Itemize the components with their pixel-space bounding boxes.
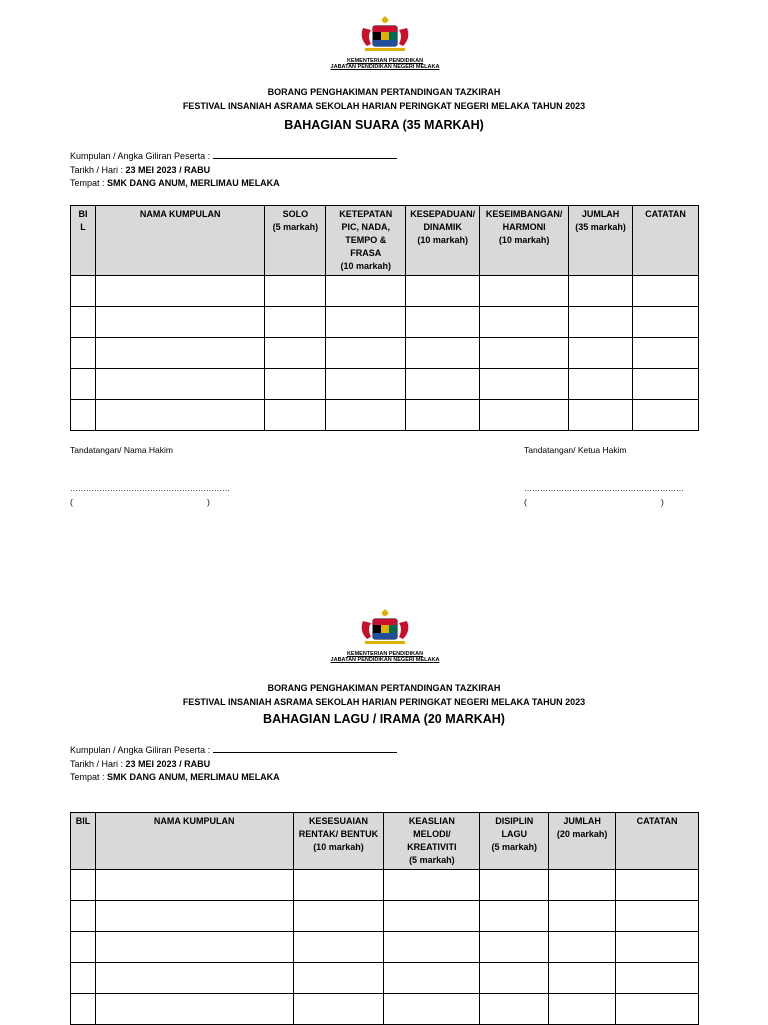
score-cell[interactable]: [569, 307, 633, 338]
score-cell[interactable]: [480, 932, 549, 963]
score-cell[interactable]: [384, 901, 480, 932]
score-cell[interactable]: [71, 338, 96, 369]
group-label: Kumpulan / Angka Giliran Peserta :: [70, 745, 211, 755]
form-meta: [70, 744, 397, 785]
score-cell[interactable]: [549, 994, 616, 1025]
ministry-line-1: KEMENTERIAN PENDIDIKAN: [346, 651, 424, 657]
place-value: SMK DANG ANUM, MERLIMAU MELAKA: [107, 178, 280, 188]
form-title-2: FESTIVAL INSANIAH ASRAMA SEKOLAH HARIAN PERINGKAT NEGERI MELAKA TAHUN 2023: [182, 101, 586, 111]
score-cell[interactable]: [633, 400, 699, 431]
score-cell[interactable]: [326, 400, 406, 431]
column-header: DISIPLIN LAGU (5 markah): [480, 813, 549, 870]
score-cell[interactable]: [71, 276, 96, 307]
form-meta: [70, 150, 397, 191]
column-header: JUMLAH (35 markah): [569, 206, 633, 276]
score-cell[interactable]: [406, 338, 480, 369]
score-cell[interactable]: [616, 901, 699, 932]
column-header: BIL: [71, 813, 96, 870]
score-cell[interactable]: [293, 901, 384, 932]
column-header: NAMA KUMPULAN: [95, 813, 293, 870]
score-table-lagu: [70, 812, 699, 1025]
column-header: KESEPADUAN/ DINAMIK (10 markah): [406, 206, 480, 276]
score-cell[interactable]: [569, 276, 633, 307]
column-header: SOLO (5 markah): [265, 206, 326, 276]
score-cell[interactable]: [95, 369, 264, 400]
score-cell[interactable]: [480, 870, 549, 901]
score-cell[interactable]: [616, 963, 699, 994]
coat-of-arms-icon: [355, 607, 415, 647]
ministry-line-2: JABATAN PENDIDIKAN NEGERI MELAKA: [330, 657, 440, 663]
score-cell[interactable]: [384, 963, 480, 994]
score-cell[interactable]: [480, 901, 549, 932]
column-header: KETEPATAN PIC, NADA, TEMPO & FRASA (10 markah): [326, 206, 406, 276]
score-cell[interactable]: [71, 994, 96, 1025]
table-row: [71, 369, 699, 400]
score-cell[interactable]: [95, 276, 264, 307]
score-cell[interactable]: [480, 994, 549, 1025]
score-cell[interactable]: [95, 307, 264, 338]
place-label: Tempat :: [70, 178, 105, 188]
date-label: Tarikh / Hari :: [70, 758, 124, 769]
score-cell[interactable]: [95, 963, 293, 994]
score-cell[interactable]: [406, 400, 480, 431]
ministry-line-1: KEMENTERIAN PENDIDIKAN: [346, 58, 424, 64]
score-cell[interactable]: [95, 338, 264, 369]
score-cell[interactable]: [265, 338, 326, 369]
score-cell[interactable]: [293, 963, 384, 994]
head-judge-signature-label: Tandatangan/ Ketua Hakim: [524, 445, 627, 455]
score-cell[interactable]: [480, 400, 569, 431]
form-title-1: BORANG PENGHAKIMAN PERTANDINGAN TAZKIRAH: [267, 683, 501, 693]
head-judge-name-close: ): [661, 497, 664, 507]
score-cell[interactable]: [406, 307, 480, 338]
score-cell[interactable]: [95, 932, 293, 963]
score-cell[interactable]: [326, 276, 406, 307]
place-value: SMK DANG ANUM, MERLIMAU MELAKA: [107, 772, 280, 782]
score-cell[interactable]: [549, 870, 616, 901]
score-cell[interactable]: [265, 307, 326, 338]
score-cell[interactable]: [569, 338, 633, 369]
score-cell[interactable]: [569, 400, 633, 431]
column-header: NAMA KUMPULAN: [95, 206, 264, 276]
table-row: [71, 901, 699, 932]
score-cell[interactable]: [384, 994, 480, 1025]
score-cell[interactable]: [480, 307, 569, 338]
score-cell[interactable]: [633, 338, 699, 369]
group-input-line[interactable]: [213, 744, 397, 753]
score-cell[interactable]: [71, 307, 96, 338]
judge-name-close: ): [207, 497, 210, 507]
score-cell[interactable]: [616, 994, 699, 1025]
score-cell[interactable]: [616, 870, 699, 901]
table-row: [71, 932, 699, 963]
date-value: 23 MEI 2023 / RABU: [125, 164, 211, 175]
judge-signature-label: Tandatangan/ Nama Hakim: [70, 445, 174, 455]
column-header: BI L: [71, 206, 96, 276]
column-header: CATATAN: [616, 813, 699, 870]
form-section-title: BAHAGIAN LAGU / IRAMA (20 MARKAH): [263, 712, 505, 726]
score-cell[interactable]: [549, 963, 616, 994]
score-cell[interactable]: [633, 369, 699, 400]
table-row: [71, 870, 699, 901]
score-cell[interactable]: [71, 901, 96, 932]
score-cell[interactable]: [95, 870, 293, 901]
score-cell[interactable]: [293, 870, 384, 901]
head-judge-name-open: (: [524, 497, 527, 507]
score-cell[interactable]: [633, 276, 699, 307]
score-cell[interactable]: [95, 994, 293, 1025]
score-cell[interactable]: [633, 307, 699, 338]
judge-signature-line[interactable]: ……………………………………………………: [70, 484, 230, 493]
score-cell[interactable]: [326, 369, 406, 400]
ministry-line-2: JABATAN PENDIDIKAN NEGERI MELAKA: [330, 64, 440, 70]
head-judge-signature-line[interactable]: ……………………………………………………: [524, 484, 684, 493]
score-cell[interactable]: [569, 369, 633, 400]
judge-name-open: (: [70, 497, 73, 507]
score-cell[interactable]: [265, 400, 326, 431]
score-cell[interactable]: [406, 276, 480, 307]
column-header: KEASLIAN MELODI/ KREATIVITI (5 markah): [384, 813, 480, 870]
score-cell[interactable]: [71, 870, 96, 901]
score-cell[interactable]: [326, 307, 406, 338]
table-row: [71, 338, 699, 369]
date-label: Tarikh / Hari :: [70, 164, 124, 175]
score-cell[interactable]: [71, 400, 96, 431]
score-cell[interactable]: [326, 338, 406, 369]
score-cell[interactable]: [265, 276, 326, 307]
score-cell[interactable]: [480, 338, 569, 369]
score-cell[interactable]: [616, 932, 699, 963]
score-cell[interactable]: [71, 932, 96, 963]
score-table-suara: [70, 205, 699, 431]
score-cell[interactable]: [406, 369, 480, 400]
column-header: CATATAN: [633, 206, 699, 276]
score-cell[interactable]: [384, 870, 480, 901]
column-header: JUMLAH (20 markah): [549, 813, 616, 870]
table-row: [71, 994, 699, 1025]
score-cell[interactable]: [71, 963, 96, 994]
score-cell[interactable]: [480, 369, 569, 400]
score-cell[interactable]: [71, 369, 96, 400]
score-cell[interactable]: [293, 932, 384, 963]
score-cell[interactable]: [265, 369, 326, 400]
score-cell[interactable]: [384, 932, 480, 963]
coat-of-arms-icon: [355, 14, 415, 54]
date-value: 23 MEI 2023 / RABU: [125, 758, 211, 769]
score-cell[interactable]: [293, 994, 384, 1025]
table-row: [71, 400, 699, 431]
column-header: KESEIMBANGAN/ HARMONI (10 markah): [480, 206, 569, 276]
form-title-2: FESTIVAL INSANIAH ASRAMA SEKOLAH HARIAN PERINGKAT NEGERI MELAKA TAHUN 2023: [182, 697, 586, 707]
form-section-title: BAHAGIAN SUARA (35 MARKAH): [284, 118, 484, 132]
place-label: Tempat :: [70, 772, 105, 782]
table-row: [71, 963, 699, 994]
table-row: [71, 307, 699, 338]
group-label: Kumpulan / Angka Giliran Peserta :: [70, 151, 211, 161]
score-cell[interactable]: [480, 276, 569, 307]
table-row: [71, 276, 699, 307]
form-title-1: BORANG PENGHAKIMAN PERTANDINGAN TAZKIRAH: [267, 87, 501, 97]
column-header: KESESUAIAN RENTAK/ BENTUK (10 markah): [293, 813, 384, 870]
score-cell[interactable]: [95, 901, 293, 932]
score-cell[interactable]: [549, 932, 616, 963]
score-cell[interactable]: [480, 963, 549, 994]
group-input-line[interactable]: [213, 150, 397, 159]
score-cell[interactable]: [95, 400, 264, 431]
score-cell[interactable]: [549, 901, 616, 932]
